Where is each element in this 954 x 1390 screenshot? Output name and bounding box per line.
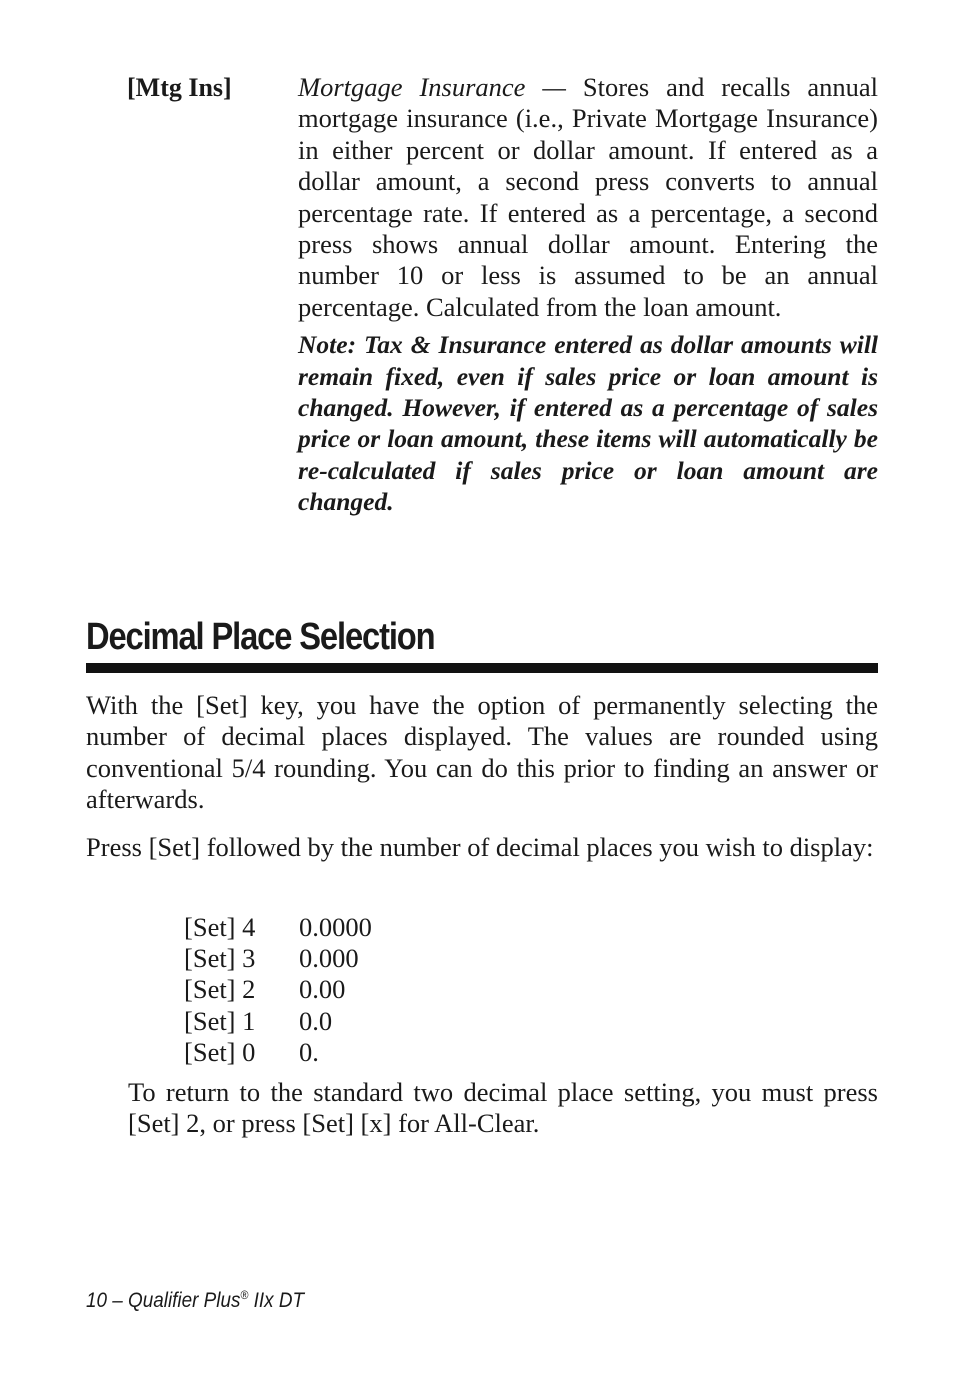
page-footer (86, 1288, 304, 1314)
decimal-settings-list (184, 912, 372, 1068)
settings-row (184, 1037, 372, 1068)
entry-description (298, 72, 878, 518)
settings-row (184, 912, 372, 943)
settings-key: [Set] 3 (184, 943, 256, 974)
intro-paragraph: With the [Set] key, you have the option of permanently selecting the number of decimal places displayed. The values are rounded using conventional 5/4 rounding. You can do this prior to finding an answer or afterwards. (86, 690, 878, 815)
section-divider (86, 663, 878, 673)
settings-value: 0.000 (299, 943, 359, 974)
settings-row (184, 1006, 372, 1037)
section-title: Decimal Place Selection (86, 616, 435, 658)
settings-value: 0.0000 (299, 912, 372, 942)
entry-description-text (298, 72, 878, 323)
settings-key: [Set] 0 (184, 1036, 256, 1067)
entry-description-body: Stores and recalls annual mortgage insurance (i.e., Private Mortgage Insurance) in either percent or dollar amount. If entered as a dollar amount, a second press converts to annual percentage rate. If entered as a percentage, a second press shows annual dollar amount. Entering the number 10 or less is assumed to be an annual percentage. Calculated from the loan amount. (298, 72, 878, 322)
instruction-paragraph: Press [Set] followed by the number of decimal places you wish to display: (86, 832, 874, 862)
return-note-paragraph: To return to the standard two decimal place setting, you must press [Set] 2, or press [Set] [x] for All-Clear. (128, 1077, 878, 1139)
footer-page-prefix: 10 – Qualifier Plus (86, 1289, 241, 1312)
settings-value: 0. (299, 1036, 319, 1067)
settings-key: [Set] 4 (184, 912, 256, 942)
entry-term: Mortgage Insurance — (298, 72, 566, 102)
footer-page-suffix: IIx DT (248, 1289, 305, 1312)
settings-key: [Set] 1 (184, 1005, 256, 1036)
settings-value: 0.0 (299, 1005, 333, 1036)
settings-row (184, 943, 372, 974)
settings-row (184, 974, 372, 1005)
registered-mark: ® (240, 1288, 249, 1302)
key-label-mtg-ins: [Mtg Ins] (127, 73, 232, 102)
entry-note: Note: Tax & Insurance entered as dollar amounts will remain fixed, even if sales price or loan amount is changed. However, if entered as a percentage of sales price or loan amount, these items will automatically be re-calculated if sales price or loan amount are changed. (298, 330, 878, 517)
settings-value: 0.00 (299, 974, 346, 1005)
settings-key: [Set] 2 (184, 974, 256, 1005)
